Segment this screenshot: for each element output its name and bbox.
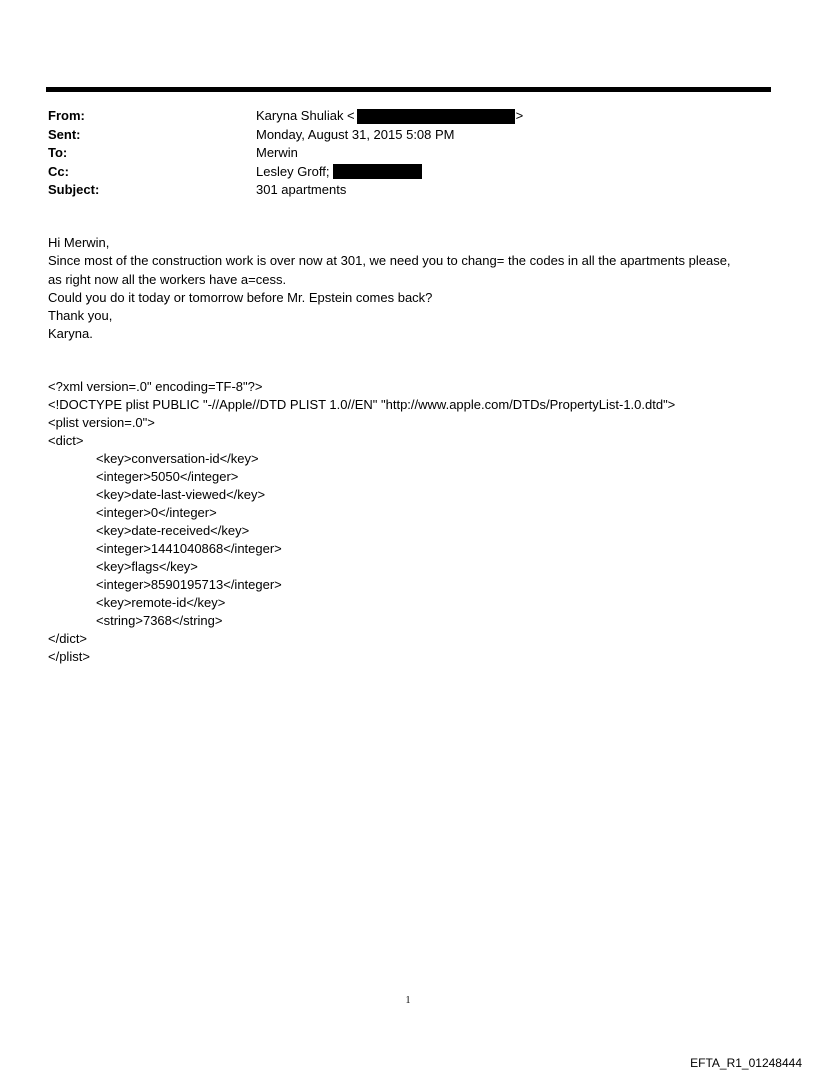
to-row	[48, 144, 523, 163]
sent-value: Monday, August 31, 2015 5:08 PM	[256, 126, 455, 142]
plist-block	[48, 378, 675, 666]
plist-close-tag: </plist>	[48, 649, 90, 664]
plist-entry: <key>conversation-id</key>	[96, 451, 259, 466]
sent-row	[48, 126, 523, 145]
redaction-box	[333, 164, 422, 179]
plist-open-tag: <plist version=.0">	[48, 415, 155, 430]
from-row	[48, 107, 523, 126]
page-number: 1	[405, 995, 411, 1006]
cc-name: Lesley Groff;	[256, 163, 330, 179]
email-body	[48, 234, 778, 344]
document-id: EFTA_R1_01248444	[690, 1056, 802, 1070]
from-value	[256, 107, 523, 126]
body-line: Could you do it today or tomorrow before Mr. Epstein comes back?	[48, 289, 433, 305]
cc-label: Cc:	[48, 163, 69, 179]
body-line: Hi Merwin,	[48, 235, 110, 250]
redaction-box	[357, 109, 515, 124]
to-value: Merwin	[256, 145, 298, 160]
plist-entry: <key>date-received</key>	[96, 523, 250, 538]
email-header	[48, 107, 523, 200]
from-name: Karyna Shuliak <	[256, 108, 355, 123]
body-line: as right now all the workers have a=cess.	[48, 271, 287, 287]
subject-row	[48, 181, 523, 200]
plist-entry: <integer>5050</integer>	[96, 469, 239, 484]
body-line: Thank you,	[48, 308, 113, 324]
plist-entry: <string>7368</string>	[96, 613, 223, 628]
plist-entry: <integer>1441040868</integer>	[96, 541, 282, 556]
cc-row	[48, 163, 523, 182]
dict-close-tag: </dict>	[48, 631, 88, 646]
from-label: From:	[48, 108, 85, 123]
subject-value: 301 apartments	[256, 182, 347, 197]
plist-entry: <integer>0</integer>	[96, 505, 217, 520]
sent-label: Sent:	[48, 126, 81, 142]
xml-declaration: <?xml version=.0" encoding=TF-8"?>	[48, 379, 263, 394]
body-line: Karyna.	[48, 326, 93, 342]
plist-entry: <key>flags</key>	[96, 559, 198, 574]
plist-entry: <integer>8590195713</integer>	[96, 577, 282, 592]
body-line: Since most of the construction work is over now at 301, we need you to chang= the codes in all the apartments please,	[48, 253, 731, 269]
to-label: To:	[48, 145, 68, 160]
xml-doctype: <!DOCTYPE plist PUBLIC "-//Apple//DTD PLIST 1.0//EN" "http://www.apple.com/DTDs/PropertyList-1.0.dtd">	[48, 397, 676, 412]
header-rule	[46, 87, 771, 92]
from-bracket: >	[515, 108, 524, 123]
cc-value	[256, 163, 422, 182]
subject-label: Subject:	[48, 182, 100, 197]
plist-entry: <key>date-last-viewed</key>	[96, 487, 266, 502]
dict-open-tag: <dict>	[48, 433, 84, 448]
plist-entry: <key>remote-id</key>	[96, 595, 226, 610]
